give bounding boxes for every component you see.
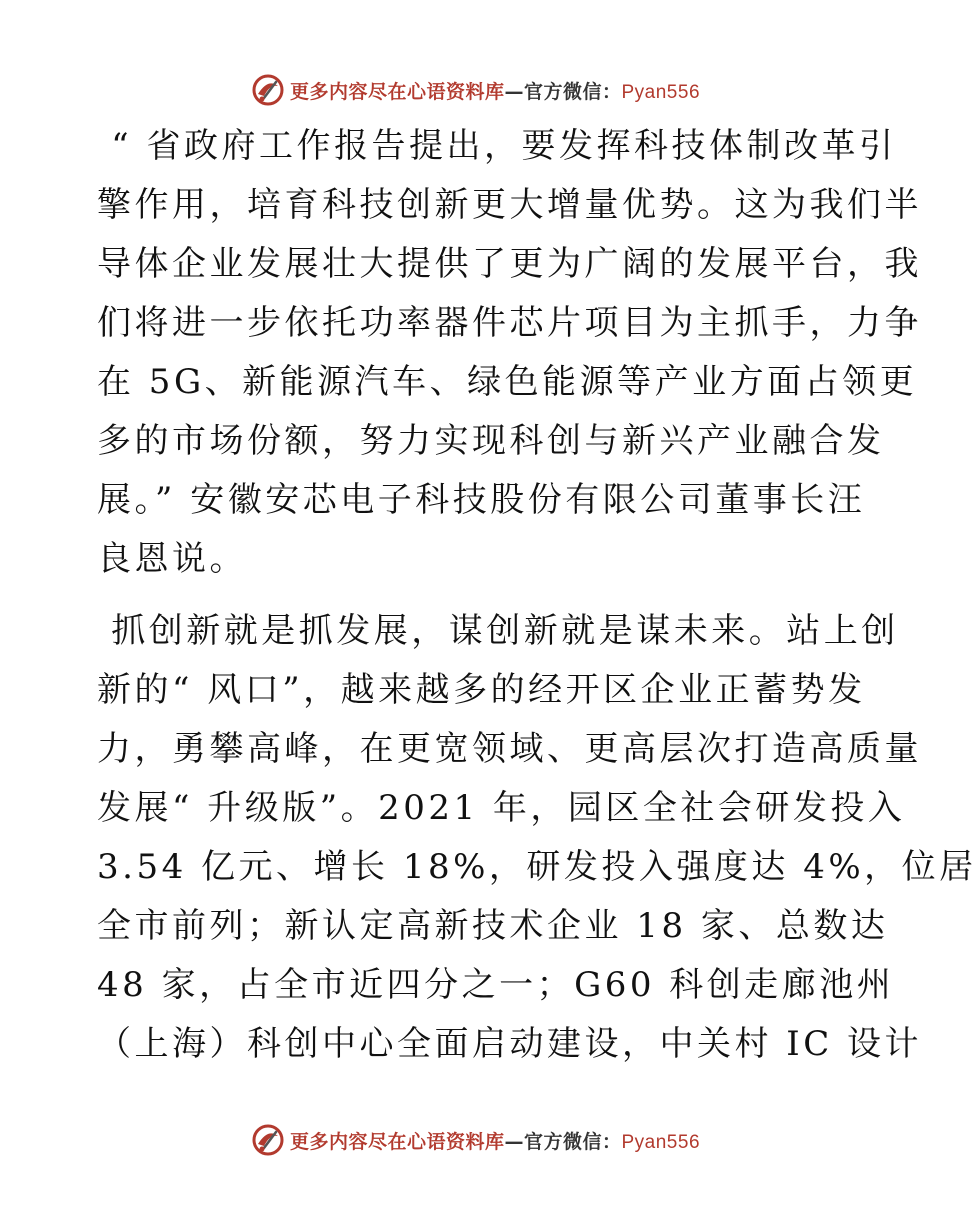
text-line: （上海）科创中心全面启动建设，中关村 IC 设计 [97,1024,923,1064]
header-banner-main: 更多内容尽在心语资料库 [289,80,505,103]
footer-banner-wechat-id: Pyan556 [621,1131,701,1153]
text-line: 擎作用，培育科技创新更大增量优势。这为我们半 [97,185,922,225]
paragraph-2 [97,602,977,1074]
swirl-logo-icon [250,1122,286,1158]
text-line: 良恩说。 [97,539,247,579]
text-line: 力，勇攀高峰，在更宽领域、更高层次打造高质量 [97,729,922,769]
text-line: 3.54 亿元、增长 18%，研发投入强度达 4%，位居 [97,847,977,887]
text-line: 新的“ 风口”，越来越多的经开区企业正蓄势发 [97,670,866,710]
text-line: 发展“ 升级版”。2021 年，园区全社会研发投入 [97,788,906,828]
text-line: “ 省政府工作报告提出，要发挥科技体制改革引 [97,126,897,166]
text-line: 抓创新就是抓发展，谋创新就是谋未来。站上创 [97,611,899,651]
text-line: 们将进一步依托功率器件芯片项目为主抓手，力争 [97,303,922,343]
text-line: 展。” 安徽安芯电子科技股份有限公司董事长汪 [97,480,866,520]
footer-banner-main: 更多内容尽在心语资料库 [289,1130,505,1153]
header-watermark-banner [0,70,950,110]
header-banner-wechat-id: Pyan556 [621,81,701,103]
footer-banner-separator: — [504,1130,524,1153]
text-line: 48 家，占全市近四分之一；G60 科创走廊池州 [97,965,895,1005]
header-banner-wechat-label: 官方微信： [523,80,622,103]
text-line: 在 5G、新能源汽车、绿色能源等产业方面占领更 [97,362,918,402]
footer-banner-wechat-label: 官方微信： [523,1130,622,1153]
header-banner-separator: — [504,80,524,103]
paragraph-gap [97,589,857,602]
footer-banner-text [290,1127,700,1154]
header-banner-text [290,77,700,104]
document-body [97,117,977,1074]
swirl-logo-icon [250,72,286,108]
paragraph-1 [97,117,922,589]
text-line: 多的市场份额，努力实现科创与新兴产业融合发 [97,421,885,461]
text-line: 全市前列；新认定高新技术企业 18 家、总数达 [97,906,889,946]
footer-watermark-banner [0,1120,950,1160]
text-line: 导体企业发展壮大提供了更为广阔的发展平台，我 [97,244,922,284]
